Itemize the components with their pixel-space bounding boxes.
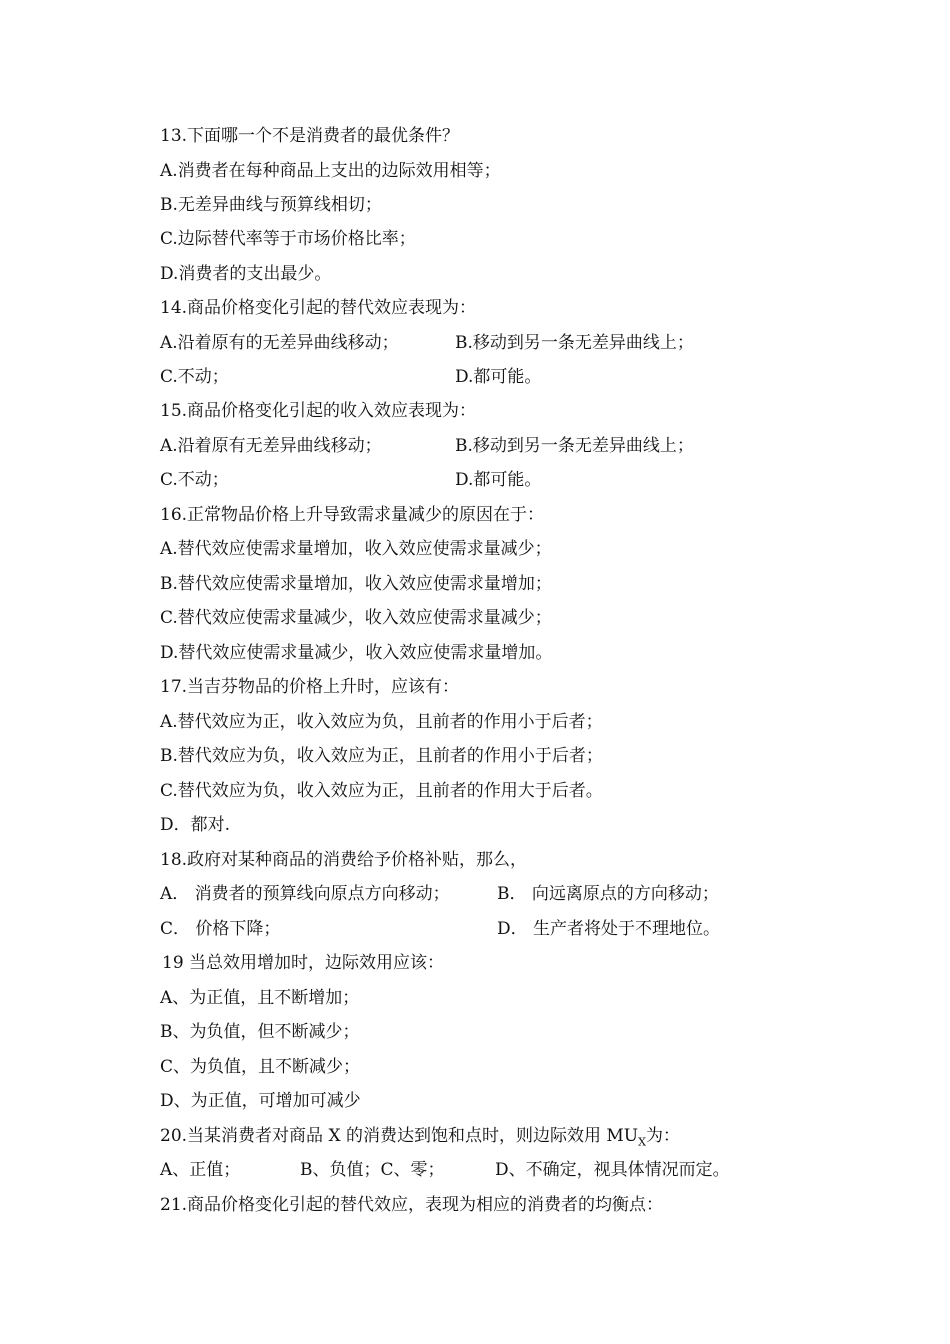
question-18-option-b: B． 向远离原点的方向移动；	[497, 884, 719, 904]
question-19-option-c: C、为负值，且不断减少；	[160, 1057, 361, 1077]
question-16-option-b: B.替代效应使需求量增加，收入效应使需求量增加；	[160, 574, 552, 594]
question-13-option-a: A.消费者在每种商品上支出的边际效用相等；	[160, 161, 501, 181]
question-19-option-b: B、为负值，但不断减少；	[160, 1022, 360, 1042]
question-16-option-d: D.替代效应使需求量减少，收入效应使需求量增加。	[160, 643, 553, 663]
question-18-option-a: A． 消费者的预算线向原点方向移动；	[160, 884, 450, 904]
question-19-stem: 19 当总效用增加时，边际效用应该：	[162, 953, 445, 973]
question-15-stem: 15.商品价格变化引起的收入效应表现为：	[160, 401, 477, 421]
question-20-option-b-c: B、负值；C、零；	[300, 1160, 445, 1180]
question-18-option-d: D． 生产者将处于不理地位。	[497, 919, 721, 939]
question-17-stem: 17.当吉芬物品的价格上升时，应该有：	[160, 677, 460, 697]
question-20-stem-tail: 为：	[645, 1126, 680, 1146]
question-19-option-a: A、为正值，且不断增加；	[160, 988, 360, 1008]
question-20-option-d: D、不确定，视具体情况而定。	[495, 1160, 730, 1180]
question-13-stem: 13.下面哪一个不是消费者的最优条件？	[160, 126, 460, 146]
question-15-option-d: D.都可能。	[455, 470, 542, 490]
question-15-option-a: A.沿着原有无差异曲线移动；	[160, 436, 382, 456]
question-16-stem: 16.正常物品价格上升导致需求量减少的原因在于：	[160, 505, 545, 525]
question-20-stem-text: 20.当某消费者对商品 X 的消费达到饱和点时，则边际效用 MU	[160, 1126, 639, 1146]
question-15-option-c: C.不动；	[160, 470, 229, 490]
question-13-option-d: D.消费者的支出最少。	[160, 264, 332, 284]
question-14-option-d: D.都可能。	[455, 367, 542, 387]
question-20-option-a: A、正值；	[160, 1160, 241, 1180]
question-17-option-d: D．都对.	[160, 815, 231, 835]
question-14-stem: 14.商品价格变化引起的替代效应表现为：	[160, 298, 477, 318]
question-20-stem	[160, 1125, 680, 1147]
question-14-option-a: A.沿着原有的无差异曲线移动；	[160, 333, 399, 353]
question-16-option-c: C.替代效应使需求量减少，收入效应使需求量减少；	[160, 608, 552, 628]
question-13-option-c: C.边际替代率等于市场价格比率；	[160, 229, 416, 249]
question-14-option-b: B.移动到另一条无差异曲线上；	[455, 333, 694, 353]
question-13-option-b: B.无差异曲线与预算线相切；	[160, 195, 382, 215]
question-16-option-a: A.替代效应使需求量增加，收入效应使需求量减少；	[160, 539, 552, 559]
question-21-stem: 21.商品价格变化引起的替代效应，表现为相应的消费者的均衡点：	[160, 1195, 664, 1215]
question-17-option-a: A.替代效应为正，收入效应为负，且前者的作用小于后者；	[160, 712, 603, 732]
question-20-subscript: X	[638, 1135, 646, 1149]
question-19-option-d: D、为正值，可增加可减少	[160, 1091, 361, 1111]
question-18-option-c: C． 价格下降；	[160, 919, 281, 939]
question-18-stem: 18.政府对某种商品的消费给予价格补贴，那么，	[160, 850, 528, 870]
question-17-option-c: C.替代效应为负，收入效应为正，且前者的作用大于后者。	[160, 781, 603, 801]
question-14-option-c: C.不动；	[160, 367, 229, 387]
question-17-option-b: B.替代效应为负，收入效应为正，且前者的作用小于后者；	[160, 746, 603, 766]
question-15-option-b: B.移动到另一条无差异曲线上；	[455, 436, 694, 456]
